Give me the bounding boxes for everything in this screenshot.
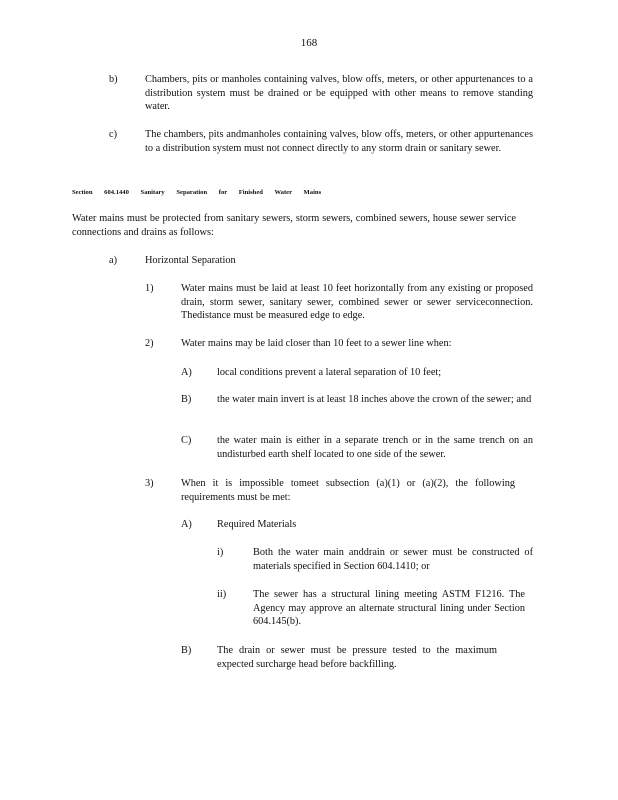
intro-paragraph: Water mains must be protected from sanitary sewers, storm sewers, combined sewers, house sewer service connections and drains as follows: — [72, 213, 516, 238]
item-ii-text: The sewer has a structural lining meeting ASTM F1216. The Agency may approve an alternate structural lining under Section 604.145(b). — [253, 589, 525, 628]
item-2C-text: the water main is either in a separate trench or in the same trench on an undisturbed earth shelf located to one side of the sewer. — [217, 435, 533, 460]
item-i-text: Both the water main anddrain or sewer must be constructed of materials specified in Section 604.1410; or — [253, 547, 533, 572]
item-3A-label: A) — [181, 519, 192, 530]
page-number: 168 — [300, 37, 318, 49]
item-2A-text: local conditions prevent a lateral separation of 10 feet; — [217, 367, 442, 378]
item-ii-label: ii) — [217, 589, 227, 600]
item-3A-text: Required Materials — [217, 519, 297, 530]
item-3B-text: The drain or sewer must be pressure tested to the maximum expected surcharge head before backfilling. — [217, 645, 497, 670]
item-3B-label: B) — [181, 645, 192, 656]
item-3-label: 3) — [145, 478, 154, 489]
item-2B-text: the water main invert is at least 18 inches above the crown of the sewer; and — [217, 394, 532, 405]
item-a-label: a) — [109, 255, 117, 266]
item-2C-label: C) — [181, 435, 192, 446]
item-b-label: b) — [109, 74, 118, 85]
item-1-text: Water mains must be laid at least 10 feet horizontally from any existing or proposed drain, storm sewer, sanitary sewer, combined sewer or sewer serviceconnection. Thedistance must be measured edge to edge. — [181, 283, 533, 322]
item-a-title: Horizontal Separation — [145, 255, 236, 266]
item-c-label: c) — [109, 129, 117, 140]
item-3-text: When it is impossible tomeet subsection (a)(1) or (a)(2), the following requirements must be met: — [181, 478, 515, 503]
item-2B-label: B) — [181, 394, 192, 405]
item-i-label: i) — [217, 547, 224, 558]
section-heading: Section 604.1440 Sanitary Separation for Finished Water Mains — [72, 189, 322, 196]
item-b-text: Chambers, pits or manholes containing valves, blow offs, meters, or other appurtenances to a distribution system must be drained or be equipped with other means to remove standing water. — [145, 74, 533, 113]
item-2-text: Water mains may be laid closer than 10 feet to a sewer line when: — [181, 338, 452, 349]
item-1-label: 1) — [145, 283, 154, 294]
item-2A-label: A) — [181, 367, 192, 378]
item-2-label: 2) — [145, 338, 154, 349]
item-c-text: The chambers, pits andmanholes containing valves, blow offs, meters, or other appurtenances to a distribution system must not connect directly to any storm drain or sanitary sewer. — [145, 129, 533, 154]
